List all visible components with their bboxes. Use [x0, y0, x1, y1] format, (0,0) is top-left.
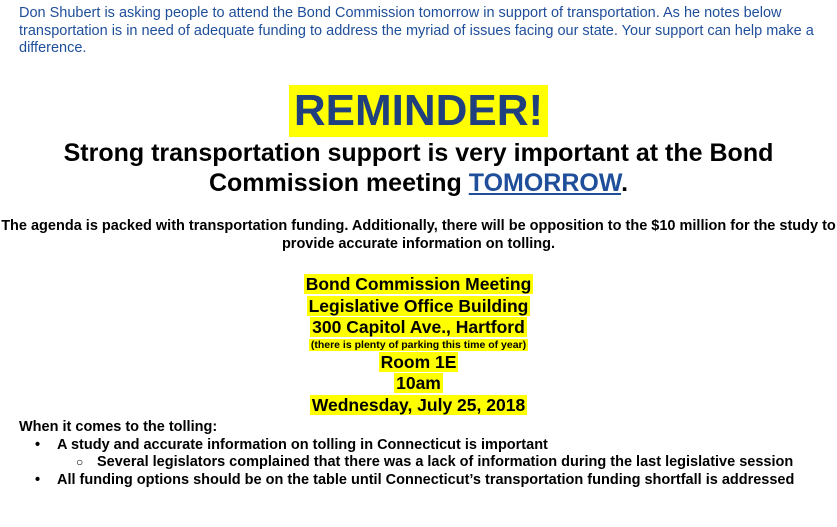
- headline: [0, 138, 837, 198]
- intro-paragraph: Don Shubert is asking people to attend the Bond Commission tomorrow in support of transportation. As he notes below transportation is in need of adequate funding to address the myriad of issues facing our state. Your support can help make a difference.: [19, 5, 814, 56]
- tolling-lead: When it comes to the tolling:: [19, 419, 218, 435]
- meeting-room: Room 1E: [380, 351, 457, 372]
- headline-period: .: [621, 169, 629, 197]
- sub-list-item-text: Several legislators complained that there was a lack of information during the last legislative session: [97, 454, 794, 470]
- bullet-circle-icon: ○: [76, 455, 84, 469]
- reminder-banner: [0, 85, 837, 137]
- sub-list-item: [19, 454, 829, 472]
- reminder-heading: REMINDER!: [289, 85, 548, 137]
- list-item-text: All funding options should be on the table until Connecticut’s transportation funding shortfall is addressed: [57, 471, 795, 488]
- meeting-time: 10am: [396, 373, 441, 393]
- tomorrow-link[interactable]: TOMORROW: [468, 169, 622, 197]
- meeting-building: Legislative Office Building: [308, 295, 529, 316]
- bullet-dot-icon: •: [35, 436, 41, 453]
- agenda-paragraph: The agenda is packed with transportation funding. Additionally, there will be opposition to the $10 million for the study to provide accurate information on tolling.: [1, 218, 836, 252]
- headline-text: Strong transportation support is very important at the Bond Commission meeting: [63, 139, 774, 197]
- meeting-date: Wednesday, July 25, 2018: [311, 394, 526, 415]
- meeting-address: 300 Capitol Ave., Hartford: [312, 317, 525, 337]
- list-item: [19, 437, 829, 455]
- bullet-dot-icon: •: [35, 471, 41, 488]
- meeting-details: [0, 274, 837, 416]
- parking-note: (there is plenty of parking this time of year): [310, 338, 527, 351]
- tolling-section: [19, 419, 829, 489]
- list-item-text: A study and accurate information on tolling in Connecticut is important: [57, 436, 548, 453]
- list-item: [19, 472, 829, 490]
- meeting-title: Bond Commission Meeting: [305, 274, 532, 294]
